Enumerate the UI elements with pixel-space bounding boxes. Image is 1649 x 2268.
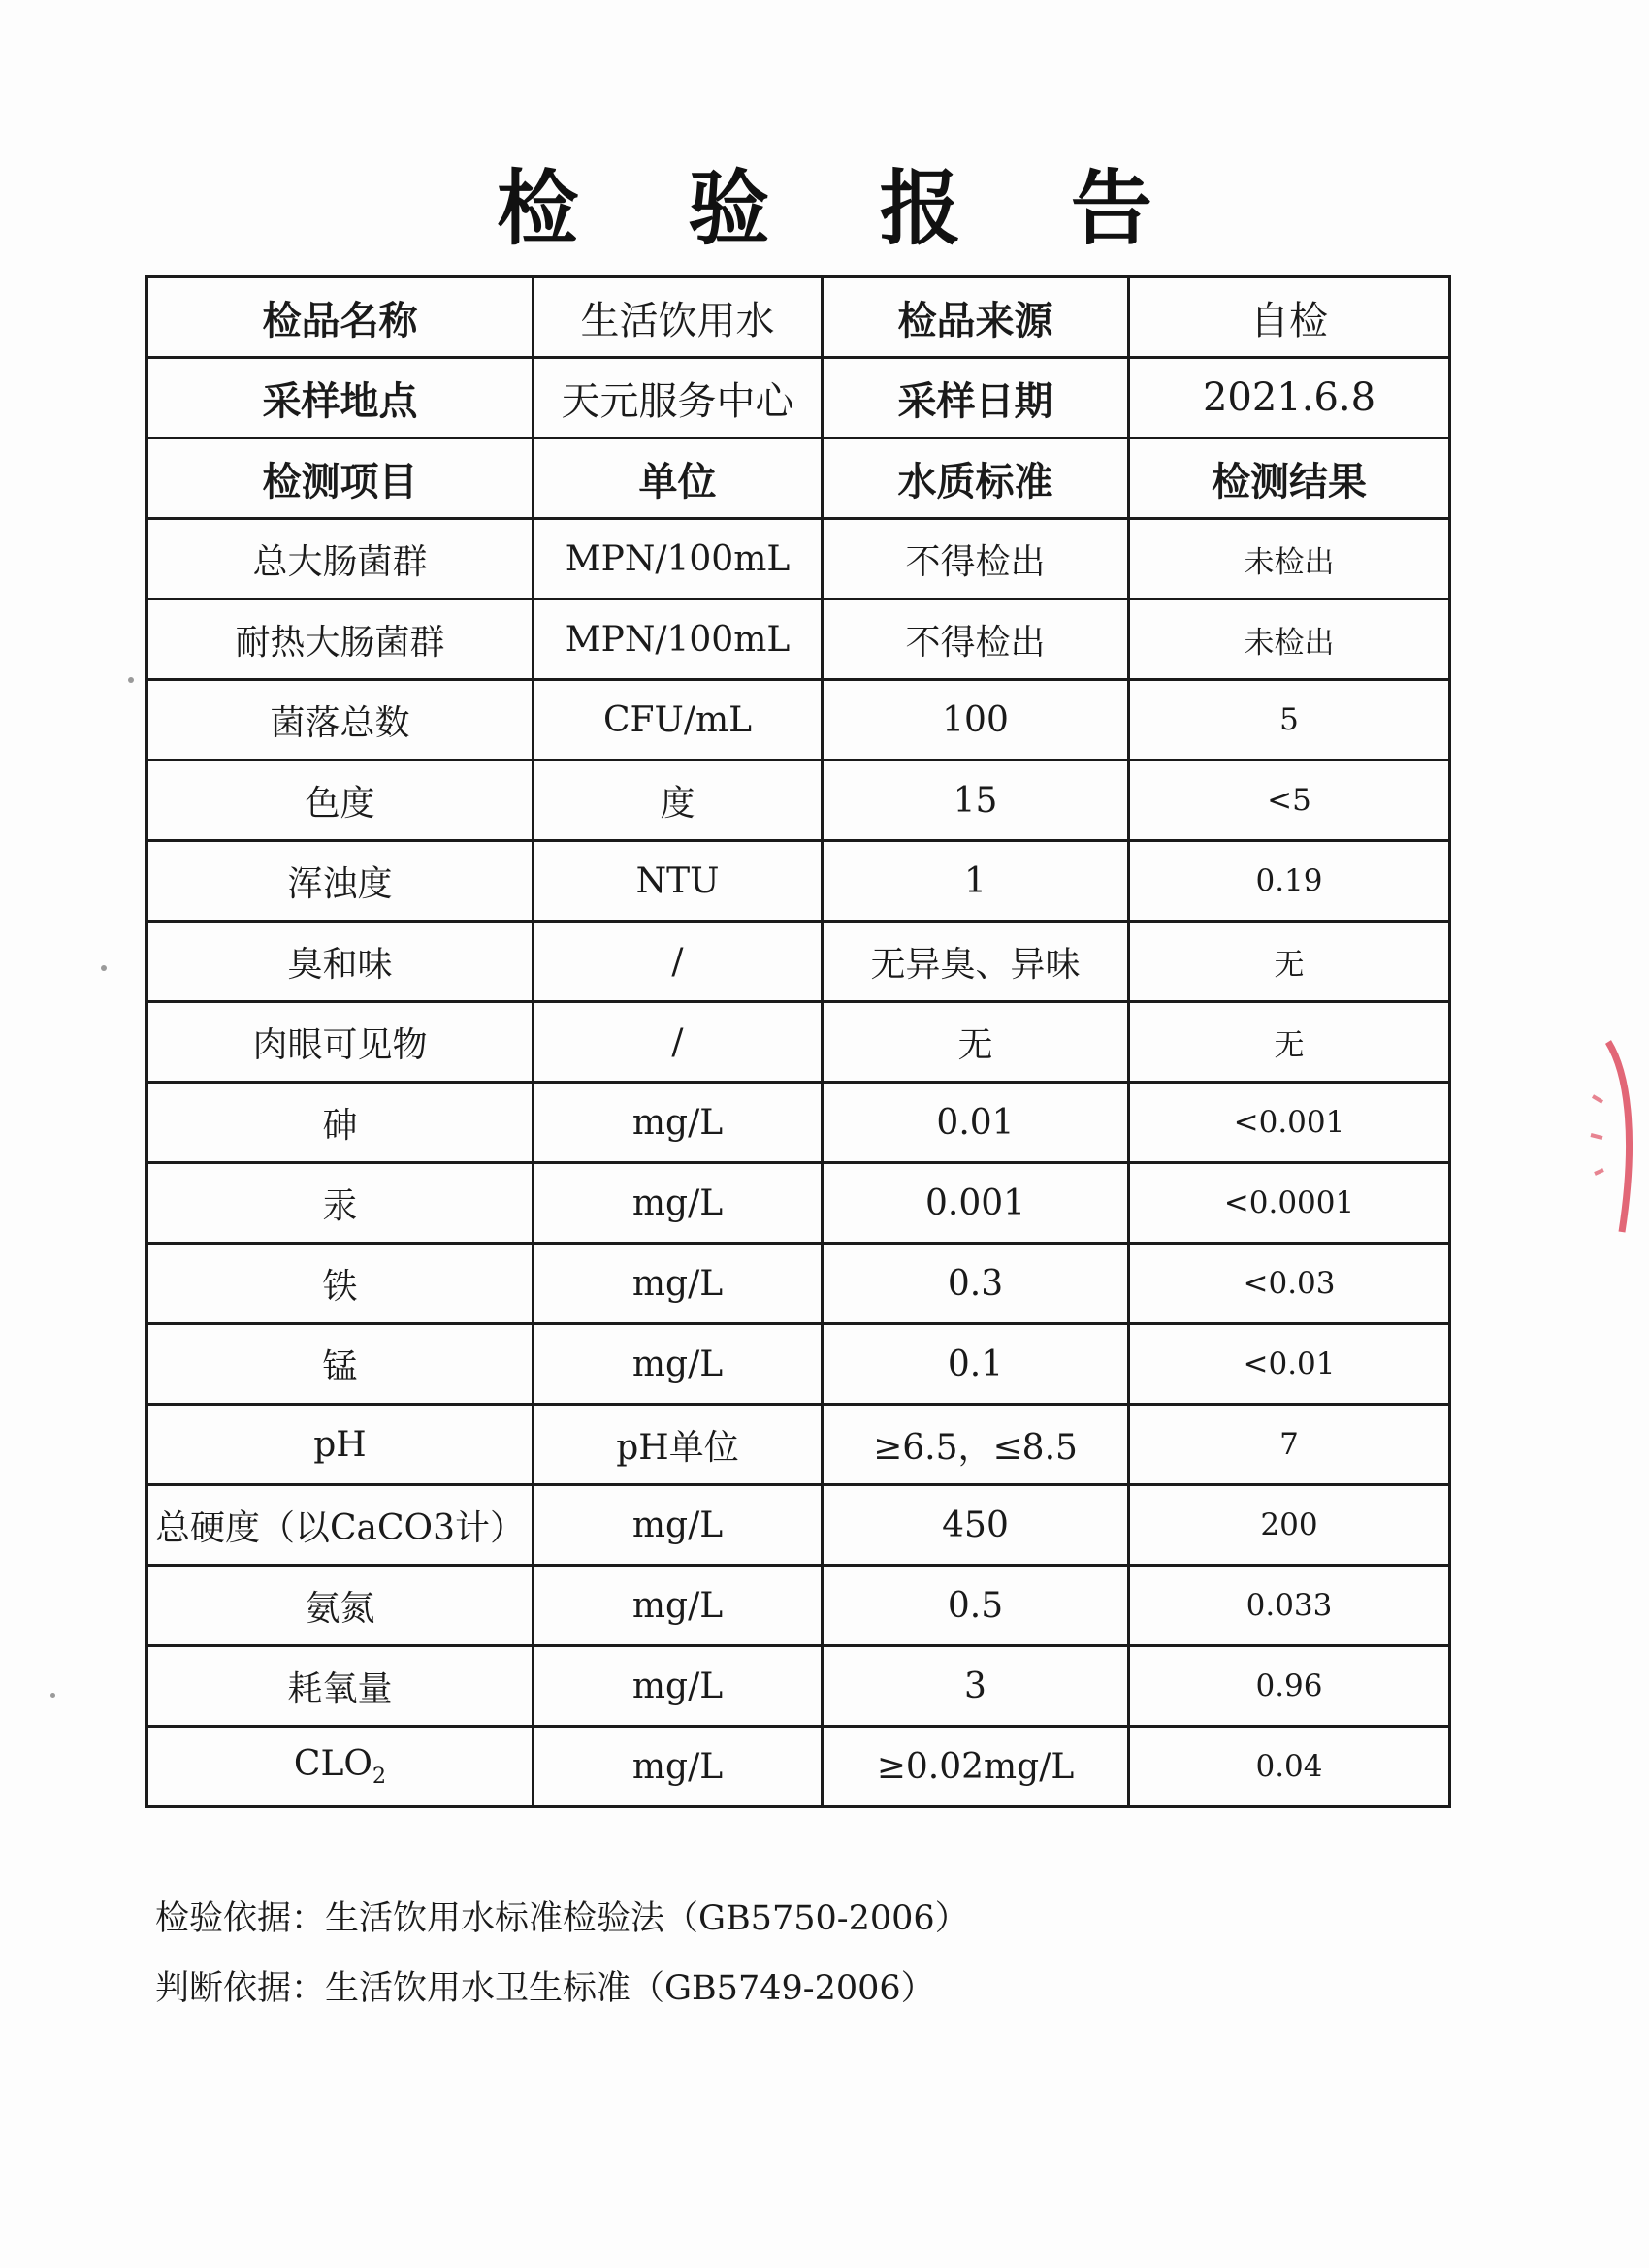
sampling-date-label: 采样日期: [823, 358, 1129, 438]
sampling-date-value: 2021.6.8: [1129, 358, 1450, 438]
cell-standard: 100: [823, 680, 1129, 761]
cell-unit: mg/L: [534, 1083, 823, 1163]
cell-result: 无: [1129, 922, 1450, 1002]
table-row: [147, 1324, 1450, 1405]
cell-unit: pH单位: [534, 1405, 823, 1485]
cell-result: 0.96: [1129, 1646, 1450, 1727]
cell-item: 总硬度（以CaCO3计）: [147, 1485, 534, 1566]
cell-result: 200: [1129, 1485, 1450, 1566]
cell-item: [147, 1727, 534, 1807]
cell-result: <5: [1129, 761, 1450, 841]
cell-result: 0.033: [1129, 1566, 1450, 1646]
table-row: [147, 1646, 1450, 1727]
info-row-sample: [147, 277, 1450, 358]
cell-unit: NTU: [534, 841, 823, 922]
cell-item: pH: [147, 1405, 534, 1485]
cell-result: <0.0001: [1129, 1163, 1450, 1244]
table-row: [147, 1485, 1450, 1566]
cell-item: 臭和味: [147, 922, 534, 1002]
cell-unit: mg/L: [534, 1163, 823, 1244]
cell-standard: 450: [823, 1485, 1129, 1566]
cell-unit: CFU/mL: [534, 680, 823, 761]
table-row: [147, 1566, 1450, 1646]
table-row: [147, 761, 1450, 841]
report-title: 检 验 报 告: [497, 161, 1193, 256]
cell-standard: 0.01: [823, 1083, 1129, 1163]
sample-name-value: 生活饮用水: [534, 277, 823, 358]
cell-result: <0.03: [1129, 1244, 1450, 1324]
cell-item: 总大肠菌群: [147, 519, 534, 599]
cell-result: <0.01: [1129, 1324, 1450, 1405]
clo2-subscript: 2: [372, 1763, 387, 1789]
inspection-basis: 检验依据：生活饮用水标准检验法（GB5750-2006）: [155, 1899, 969, 1938]
table-row: [147, 1405, 1450, 1485]
clo2-main: CLO: [293, 1744, 372, 1785]
table-row: [147, 1244, 1450, 1324]
cell-standard: 不得检出: [823, 519, 1129, 599]
table-row: [147, 1002, 1450, 1083]
scan-speck: [101, 965, 107, 971]
cell-standard: 无: [823, 1002, 1129, 1083]
column-header-result: 检测结果: [1129, 438, 1450, 519]
sampling-place-value: 天元服务中心: [534, 358, 823, 438]
cell-result: 0.04: [1129, 1727, 1450, 1807]
cell-result: <0.001: [1129, 1083, 1450, 1163]
cell-unit: MPN/100mL: [534, 519, 823, 599]
info-row-sampling: [147, 358, 1450, 438]
cell-standard: 0.5: [823, 1566, 1129, 1646]
sample-source-value: 自检: [1129, 277, 1450, 358]
cell-result: 0.19: [1129, 841, 1450, 922]
cell-standard: 不得检出: [823, 599, 1129, 680]
sampling-place-label: 采样地点: [147, 358, 534, 438]
cell-standard: 15: [823, 761, 1129, 841]
table-row: [147, 922, 1450, 1002]
inspection-table: [146, 275, 1451, 1808]
cell-standard: 3: [823, 1646, 1129, 1727]
scan-speck: [50, 1693, 55, 1698]
column-header-unit: 单位: [534, 438, 823, 519]
cell-standard: ≥0.02mg/L: [823, 1727, 1129, 1807]
table-row: [147, 1083, 1450, 1163]
cell-result: 5: [1129, 680, 1450, 761]
cell-item: 耗氧量: [147, 1646, 534, 1727]
cell-item: 耐热大肠菌群: [147, 599, 534, 680]
cell-item: 铁: [147, 1244, 534, 1324]
sample-source-label: 检品来源: [823, 277, 1129, 358]
scan-speck: [128, 677, 134, 683]
cell-unit: 度: [534, 761, 823, 841]
cell-result: 未检出: [1129, 519, 1450, 599]
cell-unit: MPN/100mL: [534, 599, 823, 680]
cell-item: 砷: [147, 1083, 534, 1163]
cell-item: 汞: [147, 1163, 534, 1244]
cell-item: 肉眼可见物: [147, 1002, 534, 1083]
cell-standard: 0.1: [823, 1324, 1129, 1405]
column-header-standard: 水质标准: [823, 438, 1129, 519]
cell-result: 无: [1129, 1002, 1450, 1083]
cell-standard: ≥6.5，≤8.5: [823, 1405, 1129, 1485]
cell-unit: /: [534, 1002, 823, 1083]
cell-standard: 0.3: [823, 1244, 1129, 1324]
cell-unit: /: [534, 922, 823, 1002]
sample-name-label: 检品名称: [147, 277, 534, 358]
cell-result: 未检出: [1129, 599, 1450, 680]
table-row: [147, 599, 1450, 680]
cell-item: 浑浊度: [147, 841, 534, 922]
judgement-basis: 判断依据：生活饮用水卫生标准（GB5749-2006）: [155, 1969, 935, 2008]
red-stamp-edge-seal: [1579, 1038, 1637, 1242]
table-row: [147, 1163, 1450, 1244]
cell-standard: 1: [823, 841, 1129, 922]
cell-result: 7: [1129, 1405, 1450, 1485]
column-header-row: [147, 438, 1450, 519]
cell-item: 色度: [147, 761, 534, 841]
cell-item: 菌落总数: [147, 680, 534, 761]
cell-unit: mg/L: [534, 1324, 823, 1405]
cell-item: 锰: [147, 1324, 534, 1405]
cell-unit: mg/L: [534, 1646, 823, 1727]
cell-standard: 0.001: [823, 1163, 1129, 1244]
cell-item: 氨氮: [147, 1566, 534, 1646]
table-row: [147, 680, 1450, 761]
cell-unit: mg/L: [534, 1485, 823, 1566]
table-row: [147, 519, 1450, 599]
cell-unit: mg/L: [534, 1566, 823, 1646]
column-header-item: 检测项目: [147, 438, 534, 519]
cell-standard: 无异臭、异味: [823, 922, 1129, 1002]
table-row-clo2: [147, 1727, 1450, 1807]
cell-unit: mg/L: [534, 1727, 823, 1807]
cell-unit: mg/L: [534, 1244, 823, 1324]
table-row: [147, 841, 1450, 922]
